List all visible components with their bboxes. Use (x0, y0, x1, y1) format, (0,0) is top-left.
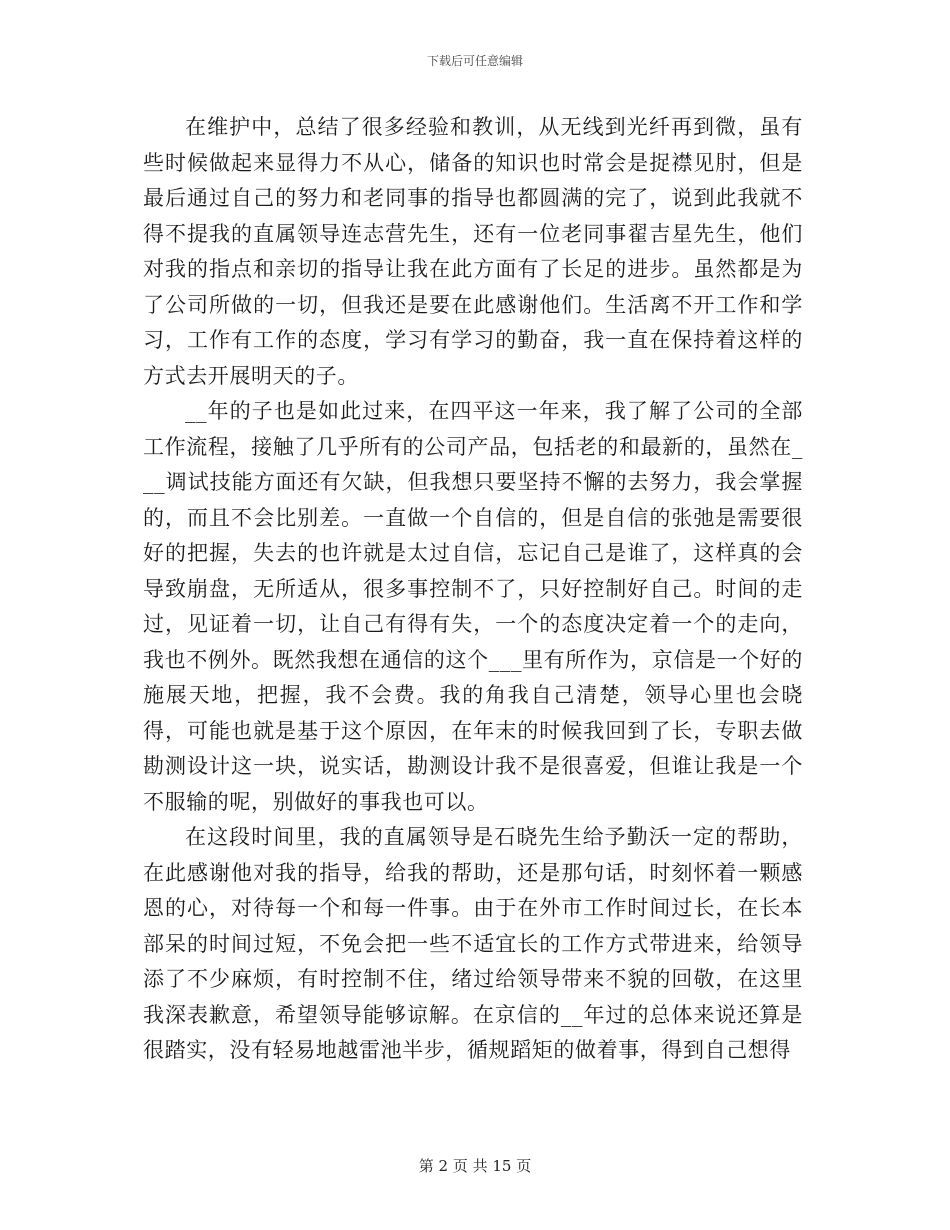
page-number: 第 2 页 共 15 页 (418, 1157, 532, 1175)
paragraph-2: __年的子也是如此过来，在四平这一年来，我了解了公司的全部工作流程，接触了几乎所有的公司产品，包括老的和最新的，虽然在___调试技能方面还有欠缺，但我想只要坚持不懈的去努力，我会掌握的，而且不会比别差。一直做一个自信的，但是自信的张弛是需要很好的把握，失去的也许就是太过自信，忘记自己是谁了，这样真的会导致崩盘，无所适从，很多事控制不了，只好控制好自己。时间的走过，见证着一切，让自己有得有失，一个的态度决定着一个的走向，我也不例外。既然我想在通信的这个___里有所作为，京信是一个好的施展天地，把握，我不会费。我的角我自己清楚，领导心里也会晓得，可能也就是基于这个原因，在年末的时候我回到了长，专职去做勘测设计这一块，说实话，勘测设计我不是很喜爱，但谁让我是一个不服输的呢，别做好的事我也可以。 (143, 399, 803, 814)
page-header: 下载后可任意编辑 (426, 54, 523, 68)
paragraph-3: 在这段时间里，我的直属领导是石晓先生给予勤沃一定的帮助，在此感谢他对我的指导，给我的帮助，还是那句话，时刻怀着一颗感恩的心，对待每一个和每一件事。由于在外市工作时间过长，在长本部呆的时间过短，不免会把一些不适宜长的工作方式带进来，给领导添了不少麻烦，有时控制不住，绪过给领导带来不貌的回敬，在这里我深表歉意，希望领导能够谅解。在京信的__年过的总体来说还算是很踏实，没有轻易地越雷池半步，循规蹈矩的做着事，得到自己想得 (143, 825, 803, 1062)
document-body (143, 110, 803, 1069)
paragraph-1: 在维护中，总结了很多经验和教训，从无线到光纤再到微，虽有些时候做起来显得力不从心，储备的知识也时常会是捉襟见肘，但是最后通过自己的努力和老同事的指导也都圆满的完了，说到此我就不得不提我的直属领导连志营先生，还有一位老同事翟吉星先生，他们对我的指点和亲切的指导让我在此方面有了长足的进步。虽然都是为了公司所做的一切，但我还是要在此感谢他们。生活离不开工作和学习，工作有工作的态度，学习有学习的勤奋，我一直在保持着这样的方式去开展明天的子。 (143, 115, 803, 388)
